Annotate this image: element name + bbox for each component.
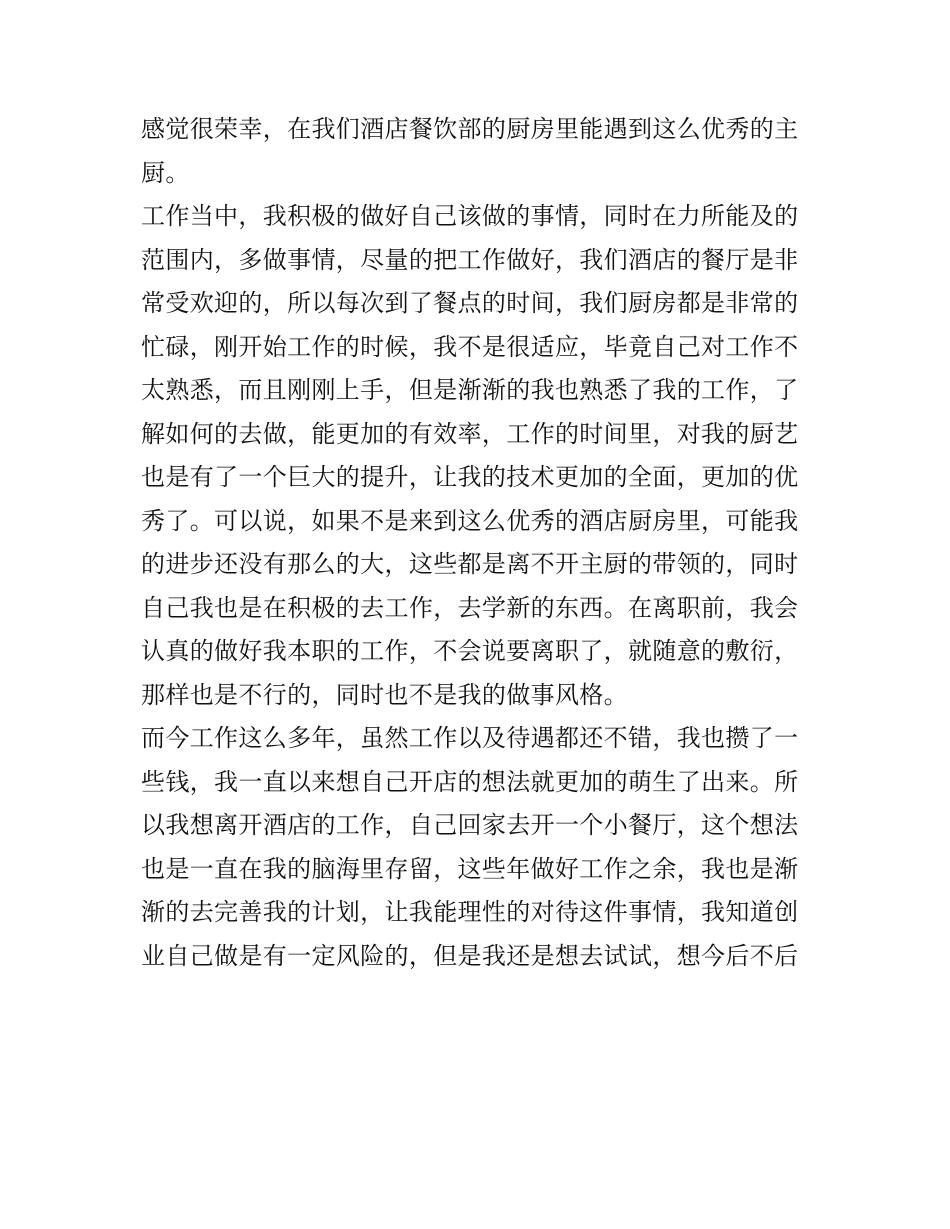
text-line: 范围内，多做事情，尽量的把工作做好，我们酒店的餐厅是非 [141, 245, 799, 274]
document-body [141, 108, 816, 978]
text-line: 也是有了一个巨大的提升，让我的技术更加的全面，更加的优 [141, 463, 799, 491]
text-line: 那样也是不行的，同时也不是我的做事风格。 [141, 680, 628, 709]
text-line: 感觉很荣幸，在我们酒店餐饮部的厨房里能遇到这么优秀的主 [141, 115, 799, 143]
text-line: 渐的去完善我的计划，让我能理性的对待这件事情，我知道创 [141, 898, 799, 926]
text-line: 常受欢迎的，所以每次到了餐点的时间，我们厨房都是非常的 [141, 289, 799, 317]
text-line: 些钱，我一直以来想自己开店的想法就更加的萌生了出来。所 [141, 767, 799, 796]
text-line: 秀了。可以说，如果不是来到这么优秀的酒店厨房里，可能我 [141, 506, 799, 535]
text-line: 也是一直在我的脑海里存留，这些年做好工作之余，我也是渐 [141, 854, 799, 883]
text-line: 而今工作这么多年，虽然工作以及待遇都还不错，我也攒了一 [141, 724, 799, 752]
text-line: 的进步还没有那么的大，这些都是离不开主厨的带领的，同时 [141, 550, 799, 578]
text-line: 解如何的去做，能更加的有效率，工作的时间里，对我的厨艺 [141, 419, 799, 448]
text-line: 以我想离开酒店的工作，自己回家去开一个小餐厅，这个想法 [141, 811, 799, 839]
text-line: 厨。 [141, 158, 190, 187]
text-line: 业自己做是有一定风险的，但是我还是想去试试，想今后不后 [141, 941, 799, 970]
text-line: 忙碌，刚开始工作的时候，我不是很适应，毕竟自己对工作不 [141, 332, 799, 361]
text-line: 自己我也是在积极的去工作，去学新的东西。在离职前，我会 [141, 593, 799, 622]
text-line: 工作当中，我积极的做好自己该做的事情，同时在力所能及的 [141, 202, 799, 230]
text-line: 太熟悉，而且刚刚上手，但是渐渐的我也熟悉了我的工作，了 [141, 376, 799, 404]
text-line: 认真的做好我本职的工作，不会说要离职了，就随意的敷衍， [141, 637, 799, 665]
